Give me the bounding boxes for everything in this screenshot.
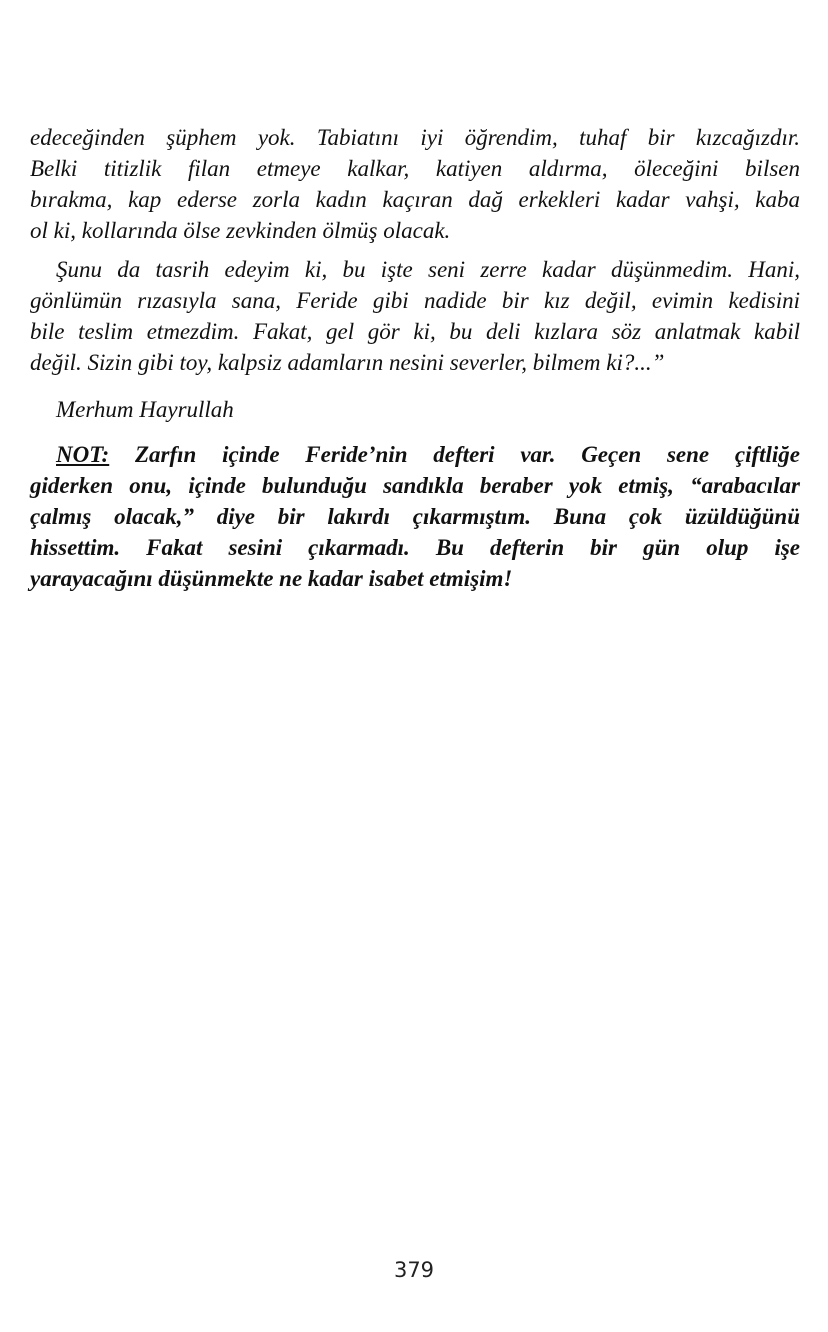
paragraph-letter-closing bbox=[30, 254, 800, 378]
signature bbox=[30, 394, 800, 425]
text-line: edeceğinden şüphem yok. Tabiatını iyi öğrendim, tuhaf bir kızcağızdır. bbox=[30, 125, 800, 150]
text-line: ol ki, kollarında ölse zevkinden ölmüş olacak. bbox=[30, 218, 451, 243]
text-line: Şunu da tasrih edeyim ki, bu işte seni zerre kadar düşünmedim. Hani, bbox=[56, 257, 800, 282]
text-line: yarayacağını düşünmekte ne kadar isabet etmişim! bbox=[30, 566, 513, 591]
text-line: çalmış olacak,” diye bir lakırdı çıkarmıştım. Buna çok üzüldüğünü bbox=[30, 504, 800, 529]
note-paragraph bbox=[30, 439, 800, 594]
text-line: değil. Sizin gibi toy, kalpsiz adamların nesini severler, bilmem ki?...” bbox=[30, 350, 665, 375]
text-line: bile teslim etmezdim. Fakat, gel gör ki, bu deli kızlara söz anlatmak kabil bbox=[30, 319, 800, 344]
text-line: gönlümün rızasıyla sana, Feride gibi nadide bir kız değil, evimin kedisini bbox=[30, 288, 800, 313]
paragraph-letter-continuation bbox=[30, 122, 800, 246]
page-number: 379 bbox=[393, 1258, 435, 1282]
note-first-line: Zarfın içinde Feride’nin defteri var. Geçen sene çiftliğe bbox=[134, 442, 800, 467]
text-line bbox=[30, 439, 800, 470]
text-line: hissettim. Fakat sesini çıkarmadı. Bu defterin bir gün olup işe bbox=[30, 535, 800, 560]
note-label: NOT: bbox=[56, 442, 110, 467]
text-line: bırakma, kap ederse zorla kadın kaçıran dağ erkekleri kadar vahşi, kaba bbox=[30, 187, 800, 212]
text-line: Belki titizlik filan etmeye kalkar, katiyen aldırma, öleceğini bilsen bbox=[30, 156, 800, 181]
signature-text: Merhum Hayrullah bbox=[56, 397, 234, 422]
text-line: giderken onu, içinde bulunduğu sandıkla beraber yok etmiş, “arabacılar bbox=[30, 473, 800, 498]
